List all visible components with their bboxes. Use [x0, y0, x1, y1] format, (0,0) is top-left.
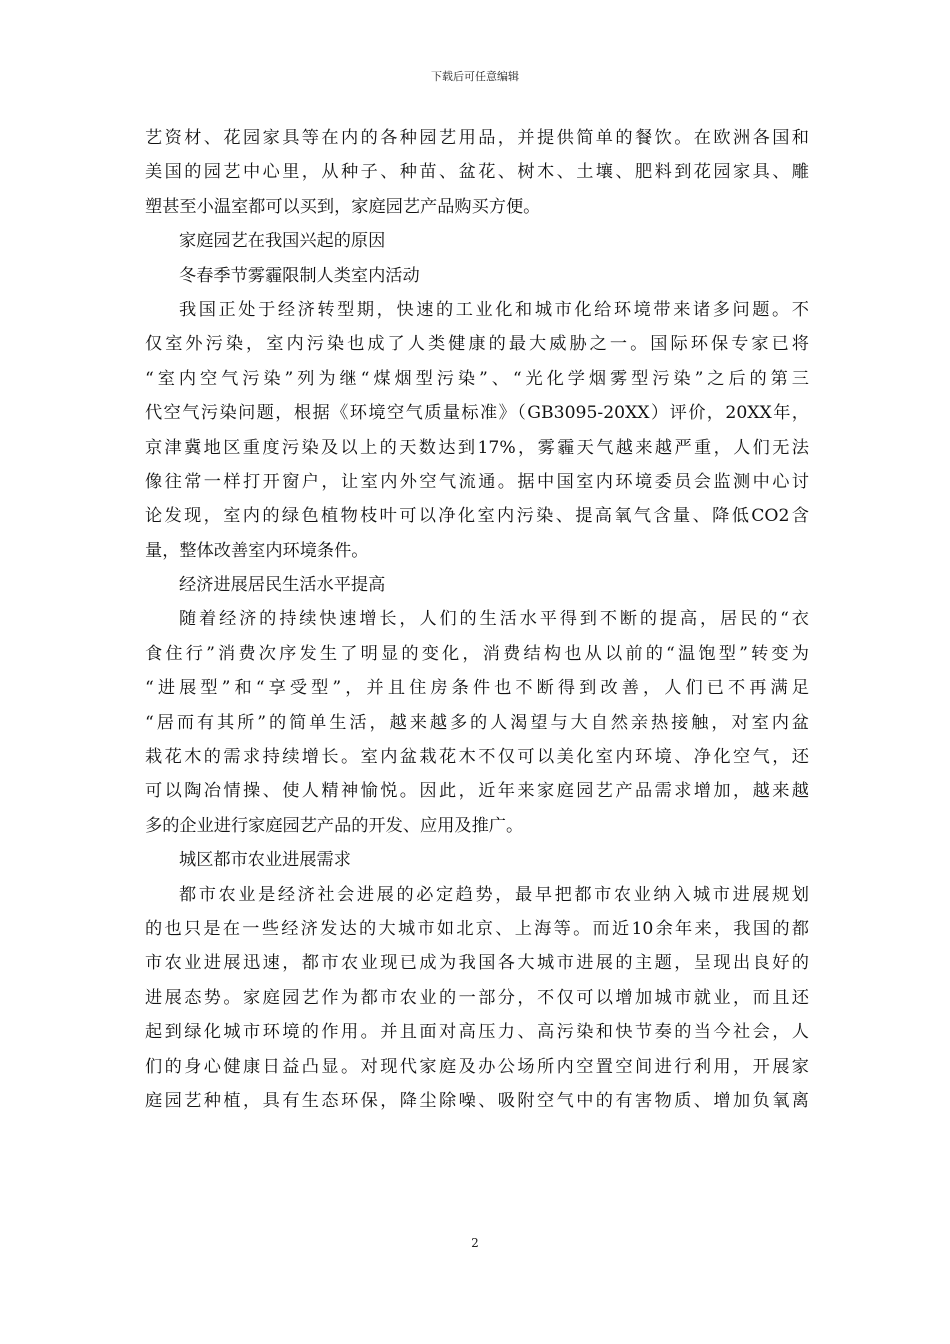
page-header: 下载后可任意编辑	[431, 70, 519, 83]
text-line: 庭园艺种植，具有生态环保，降尘除噪、吸附空气中的有害物质、增加负氧离	[145, 1090, 809, 1111]
page-number: 2	[471, 1236, 479, 1250]
text-line: “居而有其所”的简单生活，越来越多的人渴望与大自然亲热接触，对室内盆	[145, 712, 809, 733]
text-line: 都市农业是经济社会进展的必定趋势，最早把都市农业纳入城市进展规划	[179, 884, 809, 905]
text-line: “室内空气污染”列为继“煤烟型污染”、“光化学烟雾型污染”之后的第三	[145, 368, 809, 389]
text-line: 经济进展居民生活水平提高	[179, 575, 386, 596]
text-line: 家庭园艺在我国兴起的原因	[179, 231, 386, 252]
text-line: 栽花木的需求持续增长。室内盆栽花木不仅可以美化室内环境、净化空气，还	[145, 747, 809, 768]
text-line: 代空气污染问题，根据《环境空气质量标准》（GB3095-20XX）评价，20XX年，	[145, 403, 809, 424]
text-line: 像往常一样打开窗户，让室内外空气流通。据中国室内环境委员会监测中心讨	[145, 471, 809, 492]
text-line: 我国正处于经济转型期，快速的工业化和城市化给环境带来诸多问题。不	[179, 299, 809, 320]
text-line: 多的企业进行家庭园艺产品的开发、应用及推广。	[145, 815, 524, 836]
body-text	[145, 121, 809, 1118]
text-line: 艺资材、花园家具等在内的各种园艺用品，并提供简单的餐饮。在欧洲各国和	[145, 128, 809, 148]
text-line: 进展态势。家庭园艺作为都市农业的一部分，不仅可以增加城市就业，而且还	[145, 987, 809, 1008]
text-line: 塑甚至小温室都可以买到，家庭园艺产品购买方便。	[145, 196, 541, 217]
text-line: 们的身心健康日益凸显。对现代家庭及办公场所内空置空间进行利用，开展家	[145, 1056, 809, 1077]
text-line: 可以陶冶情操、使人精神愉悦。因此，近年来家庭园艺产品需求增加，越来越	[145, 781, 809, 802]
text-line: 起到绿化城市环境的作用。并且面对高压力、高污染和快节奏的当今社会，人	[145, 1022, 809, 1043]
text-line: 随着经济的持续快速增长，人们的生活水平得到不断的提高，居民的“衣	[179, 609, 809, 630]
text-line: 量，整体改善室内环境条件。	[145, 540, 369, 561]
text-line: 美国的园艺中心里，从种子、种苗、盆花、树木、土壤、肥料到花园家具、雕	[145, 162, 809, 183]
text-line: 市农业进展迅速，都市农业现已成为我国各大城市进展的主题，呈现出良好的	[145, 953, 809, 974]
text-line: 论发现，室内的绿色植物枝叶可以净化室内污染、提高氧气含量、降低CO2含	[145, 506, 809, 527]
text-line: 冬春季节雾霾限制人类室内活动	[179, 265, 420, 286]
text-line: 京津冀地区重度污染及以上的天数达到17%，雾霾天气越来越严重，人们无法	[145, 437, 809, 458]
text-line: “进展型”和“享受型”，并且住房条件也不断得到改善，人们已不再满足	[145, 678, 809, 699]
text-line: 的也只是在一些经济发达的大城市如北京、上海等。而近10余年来，我国的都	[145, 918, 809, 939]
text-line: 仅室外污染，室内污染也成了人类健康的最大威胁之一。国际环保专家已将	[145, 334, 809, 355]
text-line: 城区都市农业进展需求	[179, 850, 351, 871]
text-line: 食住行”消费次序发生了明显的变化，消费结构也从以前的“温饱型”转变为	[145, 643, 809, 664]
